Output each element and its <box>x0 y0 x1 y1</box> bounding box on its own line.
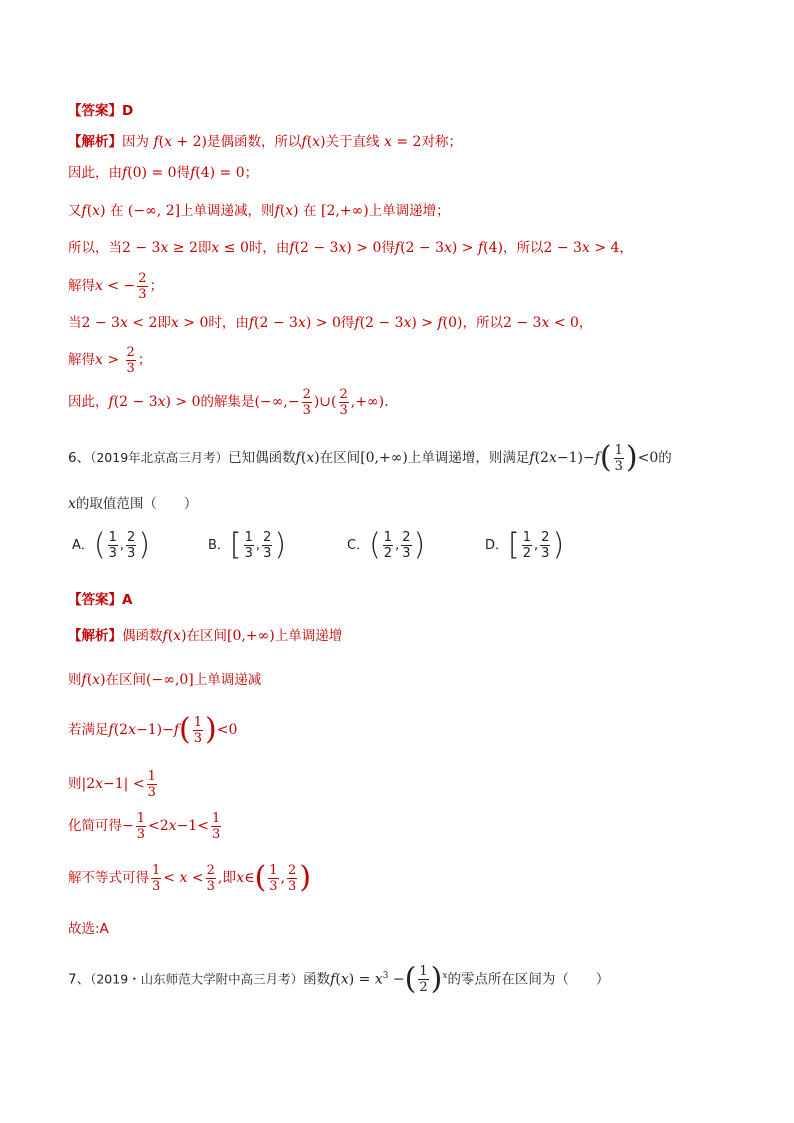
q6-analysis-line-6: 解不等式可得 $\frac{1}{3}$ < x < $\frac{2}{3}$ ,即x∈( $\frac{1}{3}$ , $\frac{2}{3}$ ) <box>68 860 312 895</box>
option-b[interactable]: B．[ $\frac{1}{3}$ , $\frac{2}{3}$ ) <box>208 527 287 563</box>
q5-analysis-line-2: 因此，由f(0) = 0得f(4) = 0； <box>68 165 259 181</box>
analysis-tag: 【解析】 <box>68 134 122 150</box>
q5-analysis-line-5: 解得x < − $\frac{2}{3}$ ； <box>68 270 164 302</box>
q6-analysis-line-4: 则|2x−1| < $\frac{1}{3}$ <box>68 768 156 800</box>
option-a[interactable]: A．( $\frac{1}{3}$ , $\frac{2}{3}$ ) <box>72 527 151 563</box>
q5-analysis-line-1: 【解析】因为 f(x + 2)是偶函数，所以f(x)关于直线 x = 2对称； <box>68 134 462 150</box>
q6-stem-line-2: x的取值范围（ ） <box>68 496 198 512</box>
q6-answer-line: 【答案】A <box>68 592 133 608</box>
q5-analysis-line-6: 当2 − 3x < 2即x > 0时，由f(2 − 3x) > 0得f(2 − 3x) > f(0)，所以2 − 3x < 0， <box>68 315 593 331</box>
q6-analysis-line-3: 若满足f(2x−1)−f( $\frac{1}{3}$ )<0 <box>68 712 238 747</box>
q5-analysis-line-7: 解得x > $\frac{2}{3}$ ； <box>68 344 152 376</box>
q5-answer-line <box>68 101 133 121</box>
answer-tag: 【答案】 <box>68 103 122 119</box>
q6-analysis-line-2: 则f(x)在区间(−∞,0]上单调递减 <box>68 672 262 688</box>
option-d[interactable]: D．[ $\frac{1}{2}$ , $\frac{2}{3}$ ) <box>485 527 565 563</box>
q6-analysis-line-7: 故选:A <box>68 921 109 937</box>
answer-value: D <box>122 103 134 119</box>
q6-analysis-line-1: 【解析】偶函数f(x)在区间[0,+∞)上单调递增 <box>68 628 343 644</box>
q6-analysis-line-5: 化简可得− $\frac{1}{3}$ <2x−1< $\frac{1}{3}$ <box>68 810 221 842</box>
q5-analysis-line-4: 所以，当2 − 3x ≥ 2即x ≤ 0时，由f(2 − 3x) > 0得f(2 − 3x) > f(4)，所以2 − 3x > 4， <box>68 240 633 256</box>
option-c[interactable]: C．( $\frac{1}{2}$ , $\frac{2}{3}$ ) <box>347 527 426 563</box>
q7-stem-line: 7、（2019・山东师范大学附中高三月考）函数$f(x) = x^3$ −( $\frac{1}{2}$ )$^x$的零点所在区间为（ ） <box>68 961 610 997</box>
answer-value: A <box>122 592 133 608</box>
q6-stem-line-1: 6、（2019年北京高三月考）已知偶函数f(x)在区间[0,+∞)上单调递增，则满足f(2x−1)−f( $\frac{1}{3}$ )<0的 <box>68 440 672 475</box>
q5-analysis-line-8: 因此，f(2 − 3x) > 0的解集是(−∞,− $\frac{2}{3}$ )∪( $\frac{2}{3}$ ,+∞). <box>68 386 389 418</box>
q5-analysis-line-3: 又f(x) 在 (−∞, 2]上单调递减，则f(x) 在 [2,+∞)上单调递增； <box>68 203 450 219</box>
